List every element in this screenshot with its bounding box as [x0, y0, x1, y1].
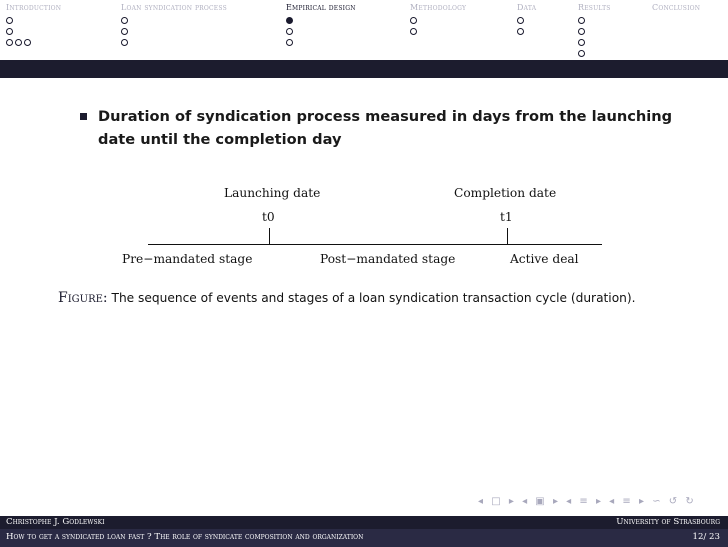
- footer-institution: University of Strasbourg: [616, 517, 720, 527]
- frame-dot-icon[interactable]: [578, 39, 585, 46]
- frame-dot-icon[interactable]: [517, 17, 524, 24]
- subsection-dots-introduction-2: [6, 28, 15, 38]
- nav-section-data[interactable]: Data: [517, 3, 537, 12]
- footer-author: Christophe J. Godlewski: [6, 517, 105, 527]
- prev-subsection-arrow-icon[interactable]: ◂: [522, 496, 528, 507]
- stage-label-post-mandated: Post−mandated stage: [320, 252, 456, 266]
- prev-document-arrow-icon[interactable]: ◂: [609, 496, 615, 507]
- subsection-dots-loan-1: [121, 17, 130, 27]
- subsection-dots-results-3: [578, 39, 587, 49]
- section-icon[interactable]: ≡: [579, 496, 588, 507]
- subsection-dots-loan-2: [121, 28, 130, 38]
- next-frame-arrow-icon[interactable]: ▸: [508, 496, 514, 507]
- subsection-dots-methodology-2: [410, 28, 419, 38]
- nav-section-conclusion[interactable]: Conclusion: [652, 3, 701, 12]
- frame-dot-icon[interactable]: [286, 28, 293, 35]
- frame-dot-icon[interactable]: [578, 50, 585, 57]
- figure-caption-label: Figure:: [58, 290, 108, 306]
- document-icon[interactable]: ≡: [622, 496, 631, 507]
- subsection-dots-data-1: [517, 17, 526, 27]
- subsection-dots-empirical-3: [286, 39, 295, 49]
- frame-dot-icon[interactable]: [121, 17, 128, 24]
- frame-dot-icon[interactable]: [578, 28, 585, 35]
- subsection-dots-results-1: [578, 17, 587, 27]
- completion-date-label: Completion date: [454, 186, 557, 200]
- frame-dot-icon[interactable]: [24, 39, 31, 46]
- launching-date-label: Launching date: [224, 186, 321, 200]
- subsection-dots-empirical-1: [286, 17, 295, 27]
- footer-author-bar: [0, 516, 728, 529]
- subsection-dots-introduction-1: [6, 17, 15, 27]
- next-document-arrow-icon[interactable]: ▸: [638, 496, 644, 507]
- current-frame-dot-icon[interactable]: [286, 17, 293, 24]
- nav-section-empirical-design[interactable]: Empirical design: [286, 3, 356, 12]
- nav-section-loan-syndication-process[interactable]: Loan syndication process: [121, 3, 227, 12]
- timeline-axis: [148, 244, 602, 245]
- subsection-dots-results-2: [578, 28, 587, 38]
- frame-dot-icon[interactable]: [410, 28, 417, 35]
- stage-label-active-deal: Active deal: [510, 252, 579, 266]
- frame-dot-icon[interactable]: [6, 39, 13, 46]
- t1-label: t1: [500, 210, 513, 224]
- prev-frame-arrow-icon[interactable]: ◂: [478, 496, 484, 507]
- next-section-arrow-icon[interactable]: ▸: [595, 496, 601, 507]
- next-subsection-arrow-icon[interactable]: ▸: [552, 496, 558, 507]
- frame-dot-icon[interactable]: [6, 28, 13, 35]
- frame-dot-icon[interactable]: [6, 17, 13, 24]
- frame-dot-icon[interactable]: [286, 39, 293, 46]
- search-icon[interactable]: ∽: [652, 496, 661, 507]
- bullet-square-icon: [80, 113, 87, 120]
- subsection-icon[interactable]: ▣: [535, 496, 545, 507]
- prev-section-arrow-icon[interactable]: ◂: [566, 496, 572, 507]
- t0-label: t0: [262, 210, 275, 224]
- t0-tick: [269, 228, 270, 244]
- t1-tick: [507, 228, 508, 244]
- nav-section-results[interactable]: Results: [578, 3, 611, 12]
- forward-icon[interactable]: ↻: [685, 496, 694, 507]
- beamer-navigation-symbols: [478, 496, 699, 510]
- subsection-dots-loan-3: [121, 39, 130, 49]
- subsection-dots-results-4: [578, 50, 587, 60]
- frame-dot-icon[interactable]: [121, 39, 128, 46]
- footer-title-bar: [0, 529, 728, 547]
- header-band: [0, 60, 728, 78]
- figure-caption-text: The sequence of events and stages of a loan syndication transaction cycle (duration).: [107, 291, 636, 305]
- frame-icon[interactable]: □: [491, 496, 501, 507]
- subsection-dots-data-2: [517, 28, 526, 38]
- frame-dot-icon[interactable]: [517, 28, 524, 35]
- nav-section-introduction[interactable]: Introduction: [6, 3, 62, 12]
- nav-section-methodology[interactable]: Methodology: [410, 3, 467, 12]
- section-navigation: [0, 0, 728, 58]
- stage-label-pre-mandated: Pre−mandated stage: [122, 252, 253, 266]
- subsection-dots-empirical-2: [286, 28, 295, 38]
- frame-dot-icon[interactable]: [410, 17, 417, 24]
- figure-caption: [58, 288, 698, 308]
- subsection-dots-methodology-1: [410, 17, 419, 27]
- footer-title: How to get a syndicated loan fast ? The role of syndicate composition and organization: [6, 532, 364, 542]
- bullet-text: Duration of syndication process measured in days from the launching date until the completion day: [98, 108, 673, 148]
- footer-page-number: 12/ 23: [692, 532, 720, 542]
- subsection-dots-introduction-3: [6, 39, 33, 49]
- back-icon[interactable]: ↺: [668, 496, 678, 507]
- frame-dot-icon[interactable]: [15, 39, 22, 46]
- frame-dot-icon[interactable]: [578, 17, 585, 24]
- frame-dot-icon[interactable]: [121, 28, 128, 35]
